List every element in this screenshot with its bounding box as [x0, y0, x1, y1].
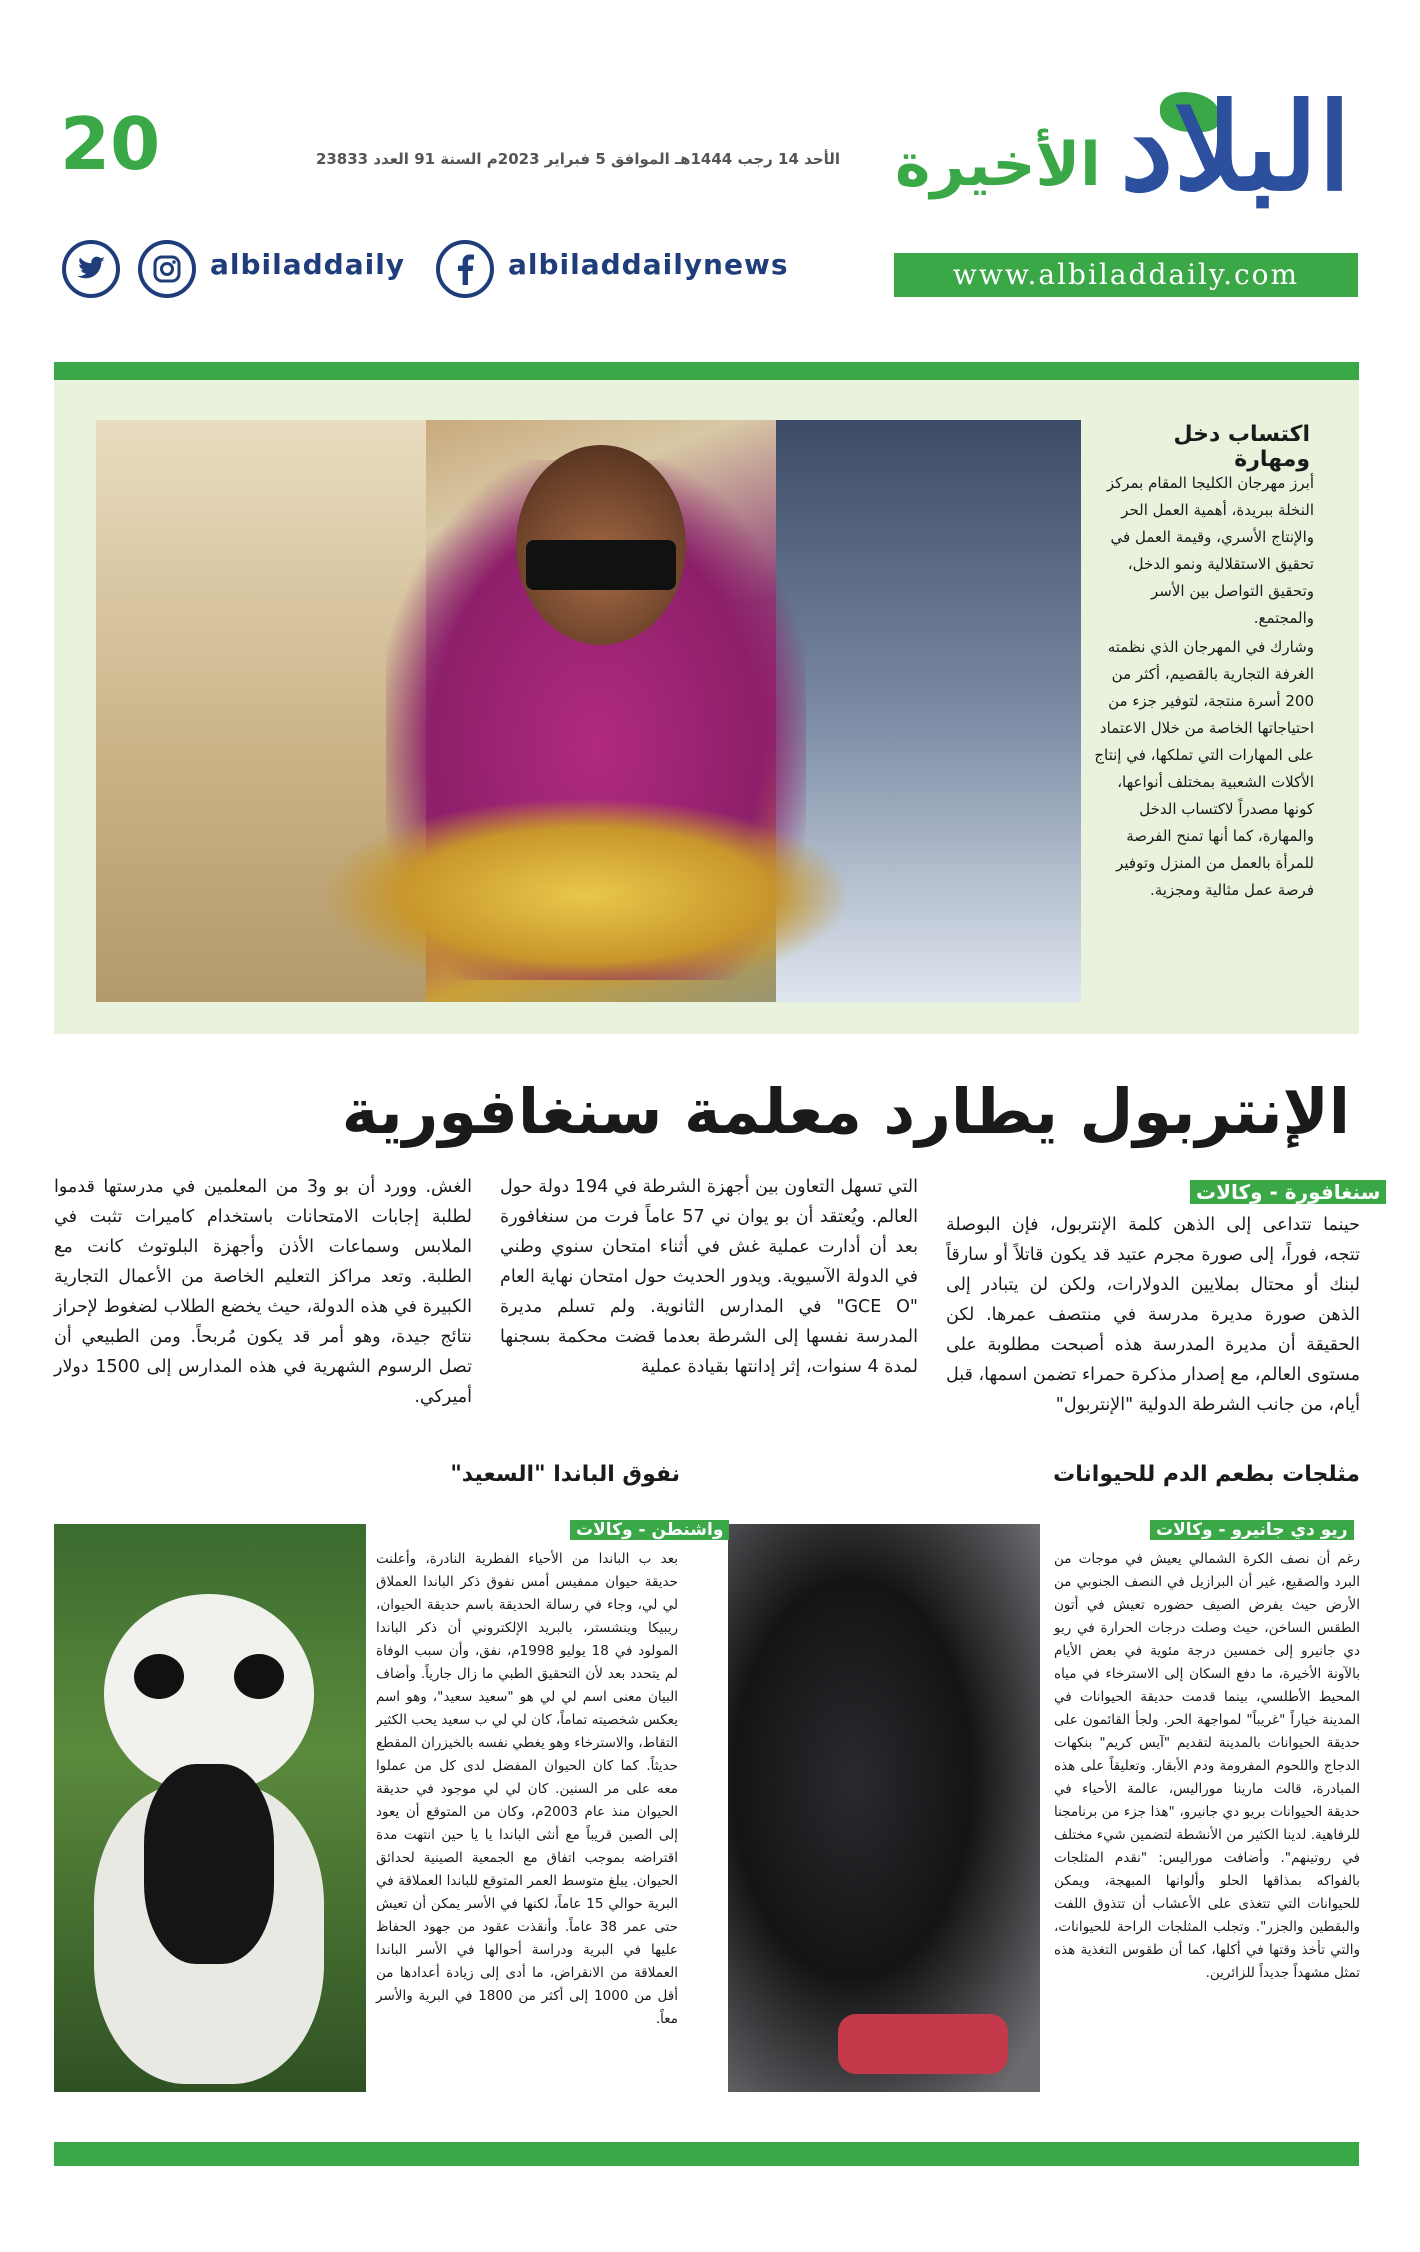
story-left-title: مثلجات بطعم الدم للحيوانات — [1053, 1462, 1360, 1487]
feature-body — [1090, 470, 1314, 904]
story-right-title: نفوق الباندا "السعيد" — [450, 1462, 680, 1487]
main-story-column-3: الغش. وورد أن بو و3 من المعلمين في مدرستها قدموا لطلبة إجابات الامتحانات باستخدام كاميرات تثبت في الملابس وسماعات الأذن وأجهزة البلوتوث كانت مع الطلبة. وتعد مراكز التعليم الخاصة من الأعمال التجارية الكبيرة في هذه الدولة، حيث يخضع الطلاب لضغوط لإحراز نتائج جيدة، وهو أمر قد يكون مُربحاً. ومن الطبيعي أن تصل الرسوم الشهرية في هذه المدارس إلى 1500 دولار أميركي. — [54, 1177, 472, 1407]
jaguar-photo — [728, 1524, 1040, 2092]
story-right-body: بعد ب الباندا من الأحياء الفطرية النادرة، وأعلنت حديقة حيوان ممفيس أمس نفوق ذكر الباندا العملاق لي لي، وجاء في رسالة الحديقة باسم حديقة الحيوان، ريبيكا وينشستر، بالبريد الإلكتروني أن ذكر الباندا المولود في 18 يوليو 1998م، نفق، وأن سبب الوفاة لم يتحدد بعد لأن التحقيق الطبي ما زال جارياً. وأضاف البيان معنى اسم لي لي هو "سعيد سعيد"، وهو اسم يعكس شخصيته تماماً، كان لي لي ب سعيد يحب الكثير التقاط، والاسترخاء وهو يغطي نفسه بالخيزران المقطع حديثاً. كما كان الحيوان المفضل لدى كل من عملوا معه على مر السنين. كان لي لي موجود في حديقة الحيوان منذ عام 2003م، وكان من المتوقع أن يعود إلى الصين قريباً مع أنثى الباندا يا يا حين انتهت مدة اقتراضه بموجب اتفاق مع الجمعية الصينية لحدائق الحيوان. يبلغ متوسط العمر المتوقع للباندا العملاقة في البرية حوالي 15 عاماً، لكنها في الأسر يمكن أن تعيش حتى عمر 38 عاماً. وأنقذت عقود من جهود الحفاظ عليها في البرية ودراسة أحوالها في الأسر الباندا العملاقة من الانقراض، ما أدى إلى زيادة أعدادها من أقل من 1000 إلى أكثر من 1800 في البرية والأسر معاً. — [376, 1551, 679, 2027]
main-story-column-2: التي تسهل التعاون بين أجهزة الشرطة في 194 دولة حول العالم. ويُعتقد أن بو يوان ني 57 عاماً فرت من سنغافورة بعد أن أدارت عملية غش في أثناء امتحان سنوي وطني في الدولة الآسيوية. ويدور الحديث حول امتحان نهاية العام "GCE O" في المدارس الثانوية. ولم تسلم مديرة المدرسة نفسها إلى الشرطة بعدما قضت محكمة بسجنها لمدة 4 سنوات، إثر إدانتها بقيادة عملية — [500, 1177, 918, 1377]
website-link[interactable]: www.albiladdaily.com — [894, 253, 1358, 297]
page-number: 20 — [60, 102, 161, 186]
feature-photo — [96, 420, 1081, 1002]
twitter-icon[interactable] — [62, 240, 120, 298]
story-left-body: رغم أن نصف الكرة الشمالي يعيش في موجات من البرد والصقيع، غير أن البرازيل في النصف الجنوبي من الأرض حيث يفرض الصيف حضوره تعيش في أتون الطقس الساخن، حيث وصلت درجات الحرارة في ريو دي جانيرو إلى خمسين درجة مئوية في بعض الأيام بالآونة الأخيرة، ما دفع السكان إلى الاسترخاء في مياه المحيط الأطلسي، بينما قدمت حديقة الحيوانات في المدينة خياراً "غريباً" لمواجهة الحر. ولجأ القائمون على حديقة الحيوانات بالمدينة لتقديم "آيس كريم" بنكهات الدجاج واللحوم المفرومة ودم الأبقار. وتعليقاً على هذه المبادرة، قالت مارينا موراليس، عالمة الأحياء في حديقة الحيوانات بريو دي جانيرو، "هذا جزء من برنامجنا للرفاهية. لدينا الكثير من الأنشطة لتضمين شيء مختلف في روتينهم". وأضافت موراليس: "نقدم المثلجات بالفواكه بمذاقها الحلو وألوانها المبهجة، ويمكن للحيوانات التي تتغذى على الأعشاب أن تتذوق اللفت والبقطين والجزر". وتجلب المثلجات الراحة للحيوانات، والتي تأخذ وقتها في أكلها، كما أن طقوس التغذية هذه تمثل مشهداً جديداً للزائرين. — [1054, 1551, 1360, 1981]
main-headline: الإنتربول يطارد معلمة سنغافورية — [341, 1075, 1350, 1148]
panda-photo — [54, 1524, 366, 2092]
section-logo: الأخيرة — [895, 130, 1101, 200]
story-left-dateline-tag: ريو دي جانيرو - وكالات — [1150, 1520, 1354, 1540]
feature-title: اكتساب دخل ومهارة — [1173, 422, 1310, 472]
blood-ice-block — [838, 2014, 1008, 2074]
story-right-dateline-tag: واشنطن - وكالات — [570, 1520, 729, 1540]
main-story-column-1: حينما تتداعى إلى الذهن كلمة الإنتربول، فإن البوصلة تتجه، فوراً، إلى صورة مجرم عتيد قد يكون قاتلاً أو سارقاً لبنك أو محتال بملايين الدولارات، ولكن لن يتبادر إلى الذهن صورة مديرة مدرسة في منتصف عمرها. لكن الحقيقة أن مديرة المدرسة هذه أصبحت مطلوبة على مستوى العالم، مع إصدار مذكرة حمراء تضمن اسمها، قبل أيام، من جانب الشرطة الدولية "الإنتربول" — [946, 1215, 1360, 1415]
main-dateline-tag: سنغافورة - وكالات — [1190, 1180, 1386, 1204]
facebook-icon[interactable] — [436, 240, 494, 298]
facebook-handle[interactable]: albiladdailynews — [508, 248, 789, 281]
bottom-divider — [54, 2142, 1359, 2166]
instagram-handle[interactable]: albiladdaily — [210, 248, 406, 281]
instagram-icon[interactable] — [138, 240, 196, 298]
newspaper-logo[interactable]: البلاد — [1120, 77, 1352, 218]
feature-paragraph: أبرز مهرجان الكليجا المقام بمركز النخلة ببريدة، أهمية العمل الحر والإنتاج الأسري، وقيمة العمل في تحقيق الاستقلالية ونمو الدخل، وتحقيق التواصل بين الأسر والمجتمع. — [1106, 474, 1314, 627]
feature-paragraph: وشارك في المهرجان الذي نظمته الغرفة التجارية بالقصيم، أكثر من 200 أسرة منتجة، لتوفير جزء من احتياجاتها الخاصة من خلال الاعتماد على المهارات التي تملكها، في إنتاج الأكلات الشعبية بمختلف أنواعها، كونها مصدراً لاكتساب الدخل والمهارة، كما أنها تمنح الفرصة للمرأة بالعمل من المنزل وتوفير فرصة عمل مثالية ومجزية. — [1094, 638, 1314, 899]
top-divider — [54, 362, 1359, 380]
dateline: الأحد 14 رجب 1444هـ الموافق 5 فبراير 2023م السنة 91 العدد 23833 — [315, 150, 840, 168]
